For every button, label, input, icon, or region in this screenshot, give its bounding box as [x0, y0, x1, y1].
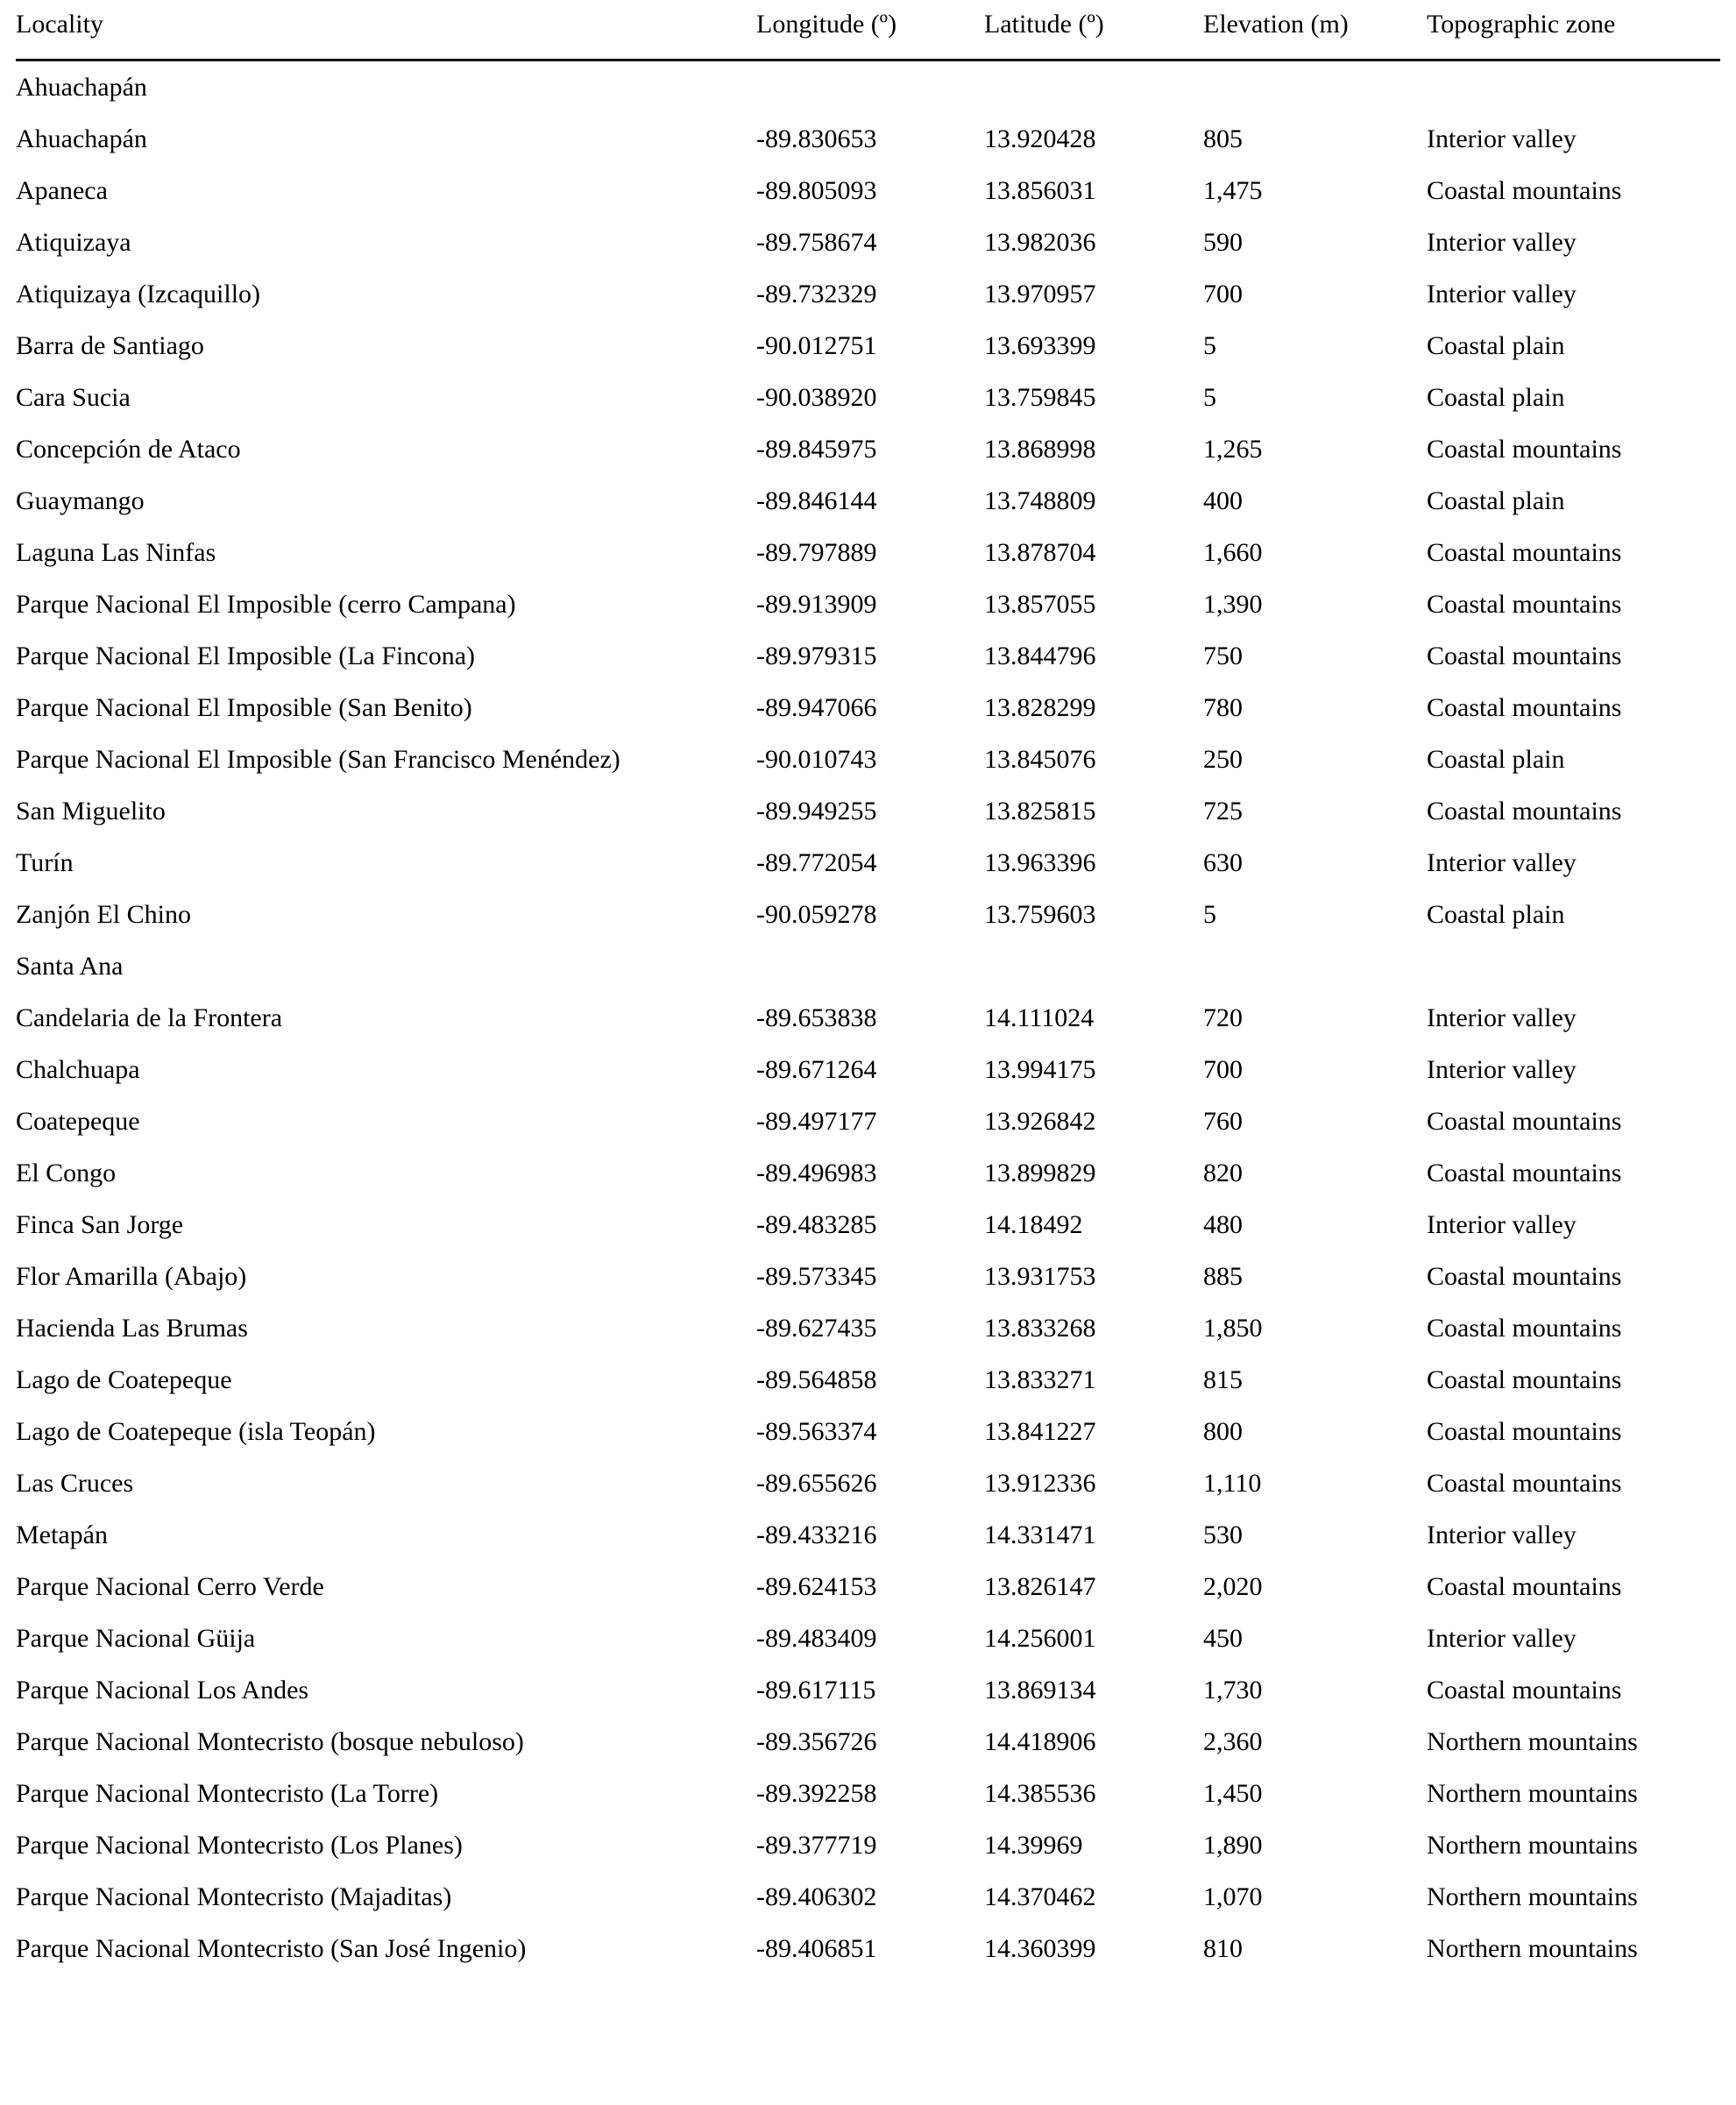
table-row — [16, 1095, 1720, 1147]
cell-longitude: -89.573345 — [756, 1262, 877, 1291]
cell-longitude: -89.845975 — [756, 435, 877, 464]
cell-latitude: 13.826147 — [984, 1572, 1096, 1601]
cell-latitude: 14.385536 — [984, 1779, 1096, 1808]
table-header — [16, 0, 1720, 60]
cell-longitude: -89.406302 — [756, 1882, 877, 1911]
cell-locality: Parque Nacional El Imposible (San Benito) — [16, 693, 472, 722]
cell-latitude: 14.418906 — [984, 1727, 1096, 1756]
cell-longitude: -89.671264 — [756, 1055, 877, 1084]
cell-locality: Parque Nacional Montecristo (Los Planes) — [16, 1831, 463, 1860]
cell-longitude: -89.655626 — [756, 1469, 877, 1498]
cell-topographic-zone: Coastal mountains — [1427, 1676, 1622, 1705]
cell-elevation: 1,450 — [1203, 1779, 1263, 1808]
cell-elevation: 5 — [1203, 900, 1216, 929]
cell-locality: Parque Nacional El Imposible (San Francisco Menéndez) — [16, 745, 620, 774]
cell-locality: Zanjón El Chino — [16, 900, 191, 929]
table-row — [16, 1044, 1720, 1095]
table-row — [16, 1612, 1720, 1664]
table-row — [16, 1509, 1720, 1561]
cell-locality: Parque Nacional El Imposible (cerro Campana) — [16, 590, 516, 619]
cell-longitude: -89.392258 — [756, 1779, 877, 1808]
cell-latitude: 14.360399 — [984, 1934, 1096, 1963]
cell-elevation: 1,475 — [1203, 176, 1263, 205]
table-body — [16, 60, 1720, 1975]
cell-longitude: -89.406851 — [756, 1934, 877, 1963]
cell-elevation: 815 — [1203, 1365, 1243, 1394]
table-row — [16, 423, 1720, 475]
cell-longitude: -89.846144 — [756, 486, 877, 515]
cell-longitude: -89.949255 — [756, 797, 877, 826]
cell-longitude: -89.617115 — [756, 1676, 876, 1705]
cell-locality: Atiquizaya — [16, 228, 131, 257]
cell-elevation: 810 — [1203, 1934, 1243, 1963]
cell-topographic-zone: Coastal mountains — [1427, 641, 1622, 670]
cell-topographic-zone: Coastal mountains — [1427, 590, 1622, 619]
table-row — [16, 785, 1720, 837]
cell-topographic-zone: Interior valley — [1427, 848, 1577, 877]
table-row — [16, 268, 1720, 320]
cell-elevation: 1,070 — [1203, 1882, 1263, 1911]
cell-latitude: 13.693399 — [984, 331, 1096, 360]
cell-latitude: 13.748809 — [984, 486, 1096, 515]
cell-latitude: 13.994175 — [984, 1055, 1096, 1084]
cell-topographic-zone: Coastal mountains — [1427, 176, 1622, 205]
locality-table — [16, 0, 1720, 1974]
cell-longitude: -89.772054 — [756, 848, 877, 877]
cell-elevation: 700 — [1203, 280, 1243, 308]
cell-elevation: 1,265 — [1203, 435, 1263, 464]
cell-longitude: -89.830653 — [756, 124, 877, 153]
cell-latitude: 14.39969 — [984, 1831, 1083, 1860]
table-row — [16, 372, 1720, 423]
table-row — [16, 1871, 1720, 1923]
cell-elevation: 1,390 — [1203, 590, 1263, 619]
cell-topographic-zone: Coastal mountains — [1427, 693, 1622, 722]
cell-latitude: 13.759603 — [984, 900, 1096, 929]
cell-locality: Las Cruces — [16, 1469, 134, 1498]
cell-elevation: 750 — [1203, 641, 1243, 670]
cell-locality: El Congo — [16, 1159, 117, 1187]
cell-latitude — [984, 60, 1203, 114]
section-header-row — [16, 940, 1720, 992]
cell-topographic-zone: Coastal plain — [1427, 486, 1565, 515]
cell-topographic-zone: Coastal mountains — [1427, 797, 1622, 826]
table-row — [16, 837, 1720, 889]
table-row — [16, 992, 1720, 1044]
table-row — [16, 1716, 1720, 1768]
cell-latitude: 13.868998 — [984, 435, 1096, 464]
column-header-zone: Topographic zone — [1427, 10, 1616, 39]
cell-topographic-zone: Coastal mountains — [1427, 1365, 1622, 1394]
cell-locality: Parque Nacional Montecristo (bosque nebuloso) — [16, 1727, 524, 1756]
cell-locality: Laguna Las Ninfas — [16, 538, 216, 567]
cell-elevation — [1203, 940, 1427, 992]
cell-longitude: -90.010743 — [756, 745, 877, 774]
cell-elevation: 1,730 — [1203, 1676, 1263, 1705]
cell-elevation: 1,890 — [1203, 1831, 1263, 1860]
cell-locality: Metapán — [16, 1520, 108, 1549]
cell-latitude: 14.331471 — [984, 1520, 1096, 1549]
cell-topographic-zone: Northern mountains — [1427, 1727, 1638, 1756]
cell-locality: Parque Nacional Güija — [16, 1624, 256, 1653]
column-header-longitude: Longitude (º) — [756, 10, 897, 39]
cell-elevation: 780 — [1203, 693, 1243, 722]
cell-locality: Coatepeque — [16, 1107, 140, 1136]
cell-topographic-zone: Interior valley — [1427, 1210, 1577, 1239]
cell-topographic-zone: Coastal mountains — [1427, 1159, 1622, 1187]
table-row — [16, 165, 1720, 216]
cell-elevation: 805 — [1203, 124, 1243, 153]
cell-longitude: -90.038920 — [756, 383, 877, 412]
cell-locality: Parque Nacional Montecristo (Majaditas) — [16, 1882, 452, 1911]
cell-topographic-zone: Interior valley — [1427, 124, 1577, 153]
cell-longitude: -89.624153 — [756, 1572, 877, 1601]
cell-locality: Chalchuapa — [16, 1055, 140, 1084]
cell-longitude: -89.805093 — [756, 176, 877, 205]
cell-elevation: 5 — [1203, 383, 1216, 412]
table-row — [16, 1561, 1720, 1612]
cell-longitude: -89.564858 — [756, 1365, 877, 1394]
cell-locality: Cara Sucia — [16, 383, 131, 412]
cell-elevation: 2,360 — [1203, 1727, 1263, 1756]
cell-locality: Flor Amarilla (Abajo) — [16, 1262, 247, 1291]
cell-locality: Finca San Jorge — [16, 1210, 184, 1239]
column-header-locality: Locality — [16, 10, 103, 39]
cell-latitude: 13.920428 — [984, 124, 1096, 153]
cell-latitude: 13.856031 — [984, 176, 1096, 205]
cell-latitude: 13.899829 — [984, 1159, 1096, 1187]
cell-topographic-zone: Coastal mountains — [1427, 1417, 1622, 1446]
cell-latitude: 13.931753 — [984, 1262, 1096, 1291]
table-row — [16, 475, 1720, 527]
cell-locality: Barra de Santiago — [16, 331, 204, 360]
cell-elevation: 820 — [1203, 1159, 1243, 1187]
cell-topographic-zone: Coastal plain — [1427, 331, 1565, 360]
section-name: Santa Ana — [16, 952, 124, 981]
cell-longitude: -89.483285 — [756, 1210, 877, 1239]
cell-elevation: 400 — [1203, 486, 1243, 515]
cell-longitude: -89.356726 — [756, 1727, 877, 1756]
cell-longitude: -89.483409 — [756, 1624, 877, 1653]
cell-longitude: -89.377719 — [756, 1831, 877, 1860]
cell-elevation: 5 — [1203, 331, 1216, 360]
cell-elevation: 530 — [1203, 1520, 1243, 1549]
cell-topographic-zone: Coastal mountains — [1427, 1469, 1622, 1498]
cell-latitude: 13.845076 — [984, 745, 1096, 774]
column-header-latitude: Latitude (º) — [984, 10, 1104, 39]
cell-longitude: -89.797889 — [756, 538, 877, 567]
cell-longitude: -89.563374 — [756, 1417, 877, 1446]
cell-elevation: 800 — [1203, 1417, 1243, 1446]
cell-locality: Parque Nacional Montecristo (La Torre) — [16, 1779, 439, 1808]
cell-latitude: 13.926842 — [984, 1107, 1096, 1136]
cell-topographic-zone — [1427, 60, 1720, 114]
cell-latitude: 13.828299 — [984, 693, 1096, 722]
cell-longitude: -90.059278 — [756, 900, 877, 929]
cell-elevation: 590 — [1203, 228, 1243, 257]
cell-locality: San Miguelito — [16, 797, 166, 826]
cell-latitude: 13.833268 — [984, 1314, 1096, 1343]
table-row — [16, 1354, 1720, 1406]
cell-topographic-zone: Coastal plain — [1427, 383, 1565, 412]
cell-elevation: 720 — [1203, 1003, 1243, 1032]
cell-locality: Turín — [16, 848, 74, 877]
cell-locality: Apaneca — [16, 176, 108, 205]
cell-latitude: 13.970957 — [984, 280, 1096, 308]
cell-locality: Guaymango — [16, 486, 145, 515]
table-row — [16, 1302, 1720, 1354]
cell-latitude: 13.878704 — [984, 538, 1096, 567]
cell-elevation: 630 — [1203, 848, 1243, 877]
cell-topographic-zone: Interior valley — [1427, 228, 1577, 257]
cell-longitude — [756, 60, 984, 114]
cell-locality: Concepción de Ataco — [16, 435, 241, 464]
cell-topographic-zone: Coastal mountains — [1427, 1572, 1622, 1601]
table-row — [16, 113, 1720, 165]
cell-longitude: -89.497177 — [756, 1107, 877, 1136]
cell-locality: Parque Nacional Cerro Verde — [16, 1572, 324, 1601]
cell-topographic-zone: Interior valley — [1427, 280, 1577, 308]
cell-latitude: 13.857055 — [984, 590, 1096, 619]
cell-elevation: 480 — [1203, 1210, 1243, 1239]
cell-locality: Hacienda Las Brumas — [16, 1314, 248, 1343]
cell-topographic-zone: Coastal mountains — [1427, 435, 1622, 464]
cell-longitude: -89.979315 — [756, 641, 877, 670]
cell-topographic-zone: Northern mountains — [1427, 1831, 1638, 1860]
cell-locality: Atiquizaya (Izcaquillo) — [16, 280, 261, 308]
cell-locality: Ahuachapán — [16, 124, 147, 153]
cell-elevation: 450 — [1203, 1624, 1243, 1653]
cell-topographic-zone: Interior valley — [1427, 1520, 1577, 1549]
table-row — [16, 578, 1720, 630]
section-name: Ahuachapán — [16, 73, 147, 102]
table-row — [16, 734, 1720, 785]
cell-topographic-zone: Coastal mountains — [1427, 1262, 1622, 1291]
cell-latitude: 13.982036 — [984, 228, 1096, 257]
cell-locality: Lago de Coatepeque — [16, 1365, 232, 1394]
cell-longitude: -89.758674 — [756, 228, 877, 257]
cell-topographic-zone: Interior valley — [1427, 1003, 1577, 1032]
cell-longitude: -89.496983 — [756, 1159, 877, 1187]
cell-longitude — [756, 940, 984, 992]
cell-latitude: 14.18492 — [984, 1210, 1083, 1239]
cell-longitude: -89.433216 — [756, 1520, 877, 1549]
cell-longitude: -90.012751 — [756, 331, 877, 360]
cell-longitude: -89.947066 — [756, 693, 877, 722]
cell-locality: Candelaria de la Frontera — [16, 1003, 283, 1032]
cell-locality: Parque Nacional Los Andes — [16, 1676, 309, 1705]
cell-latitude: 13.963396 — [984, 848, 1096, 877]
cell-latitude: 14.370462 — [984, 1882, 1096, 1911]
cell-locality: Parque Nacional El Imposible (La Fincona) — [16, 641, 476, 670]
cell-latitude: 13.841227 — [984, 1417, 1096, 1446]
cell-latitude: 14.256001 — [984, 1624, 1096, 1653]
table-row — [16, 889, 1720, 940]
cell-elevation — [1203, 60, 1427, 114]
table-row — [16, 216, 1720, 268]
cell-locality: Lago de Coatepeque (isla Teopán) — [16, 1417, 376, 1446]
column-header-elevation: Elevation (m) — [1203, 10, 1349, 39]
cell-elevation: 760 — [1203, 1107, 1243, 1136]
cell-longitude: -89.627435 — [756, 1314, 877, 1343]
table-row — [16, 320, 1720, 372]
cell-latitude: 13.833271 — [984, 1365, 1096, 1394]
cell-elevation: 885 — [1203, 1262, 1243, 1291]
cell-latitude: 13.825815 — [984, 797, 1096, 826]
table-row — [16, 1199, 1720, 1251]
cell-topographic-zone: Northern mountains — [1427, 1882, 1638, 1911]
cell-elevation: 250 — [1203, 745, 1243, 774]
cell-latitude — [984, 940, 1203, 992]
cell-elevation: 1,850 — [1203, 1314, 1263, 1343]
table-header-row — [16, 0, 1720, 60]
cell-elevation: 725 — [1203, 797, 1243, 826]
table-row — [16, 682, 1720, 734]
cell-topographic-zone: Coastal mountains — [1427, 1314, 1622, 1343]
table-row — [16, 1923, 1720, 1974]
table-row — [16, 527, 1720, 578]
table-row — [16, 1819, 1720, 1871]
cell-topographic-zone: Coastal plain — [1427, 900, 1565, 929]
cell-topographic-zone: Coastal plain — [1427, 745, 1565, 774]
cell-elevation: 2,020 — [1203, 1572, 1263, 1601]
cell-topographic-zone: Northern mountains — [1427, 1779, 1638, 1808]
section-header-row — [16, 60, 1720, 114]
table-row — [16, 1251, 1720, 1302]
table-row — [16, 1664, 1720, 1716]
table-row — [16, 1457, 1720, 1509]
table-row — [16, 1147, 1720, 1199]
cell-topographic-zone: Coastal mountains — [1427, 1107, 1622, 1136]
cell-topographic-zone: Northern mountains — [1427, 1934, 1638, 1963]
table-row — [16, 1406, 1720, 1457]
cell-topographic-zone: Interior valley — [1427, 1624, 1577, 1653]
cell-elevation: 1,110 — [1203, 1469, 1262, 1498]
cell-latitude: 13.912336 — [984, 1469, 1096, 1498]
cell-elevation: 700 — [1203, 1055, 1243, 1084]
cell-longitude: -89.732329 — [756, 280, 877, 308]
cell-topographic-zone: Coastal mountains — [1427, 538, 1622, 567]
cell-latitude: 13.844796 — [984, 641, 1096, 670]
cell-topographic-zone: Interior valley — [1427, 1055, 1577, 1084]
cell-latitude: 13.759845 — [984, 383, 1096, 412]
table-row — [16, 1768, 1720, 1819]
table-row — [16, 630, 1720, 682]
cell-locality: Parque Nacional Montecristo (San José Ingenio) — [16, 1934, 527, 1963]
cell-elevation: 1,660 — [1203, 538, 1263, 567]
cell-topographic-zone — [1427, 940, 1720, 992]
cell-longitude: -89.653838 — [756, 1003, 877, 1032]
cell-longitude: -89.913909 — [756, 590, 877, 619]
cell-latitude: 14.111024 — [984, 1003, 1095, 1032]
cell-latitude: 13.869134 — [984, 1676, 1096, 1705]
